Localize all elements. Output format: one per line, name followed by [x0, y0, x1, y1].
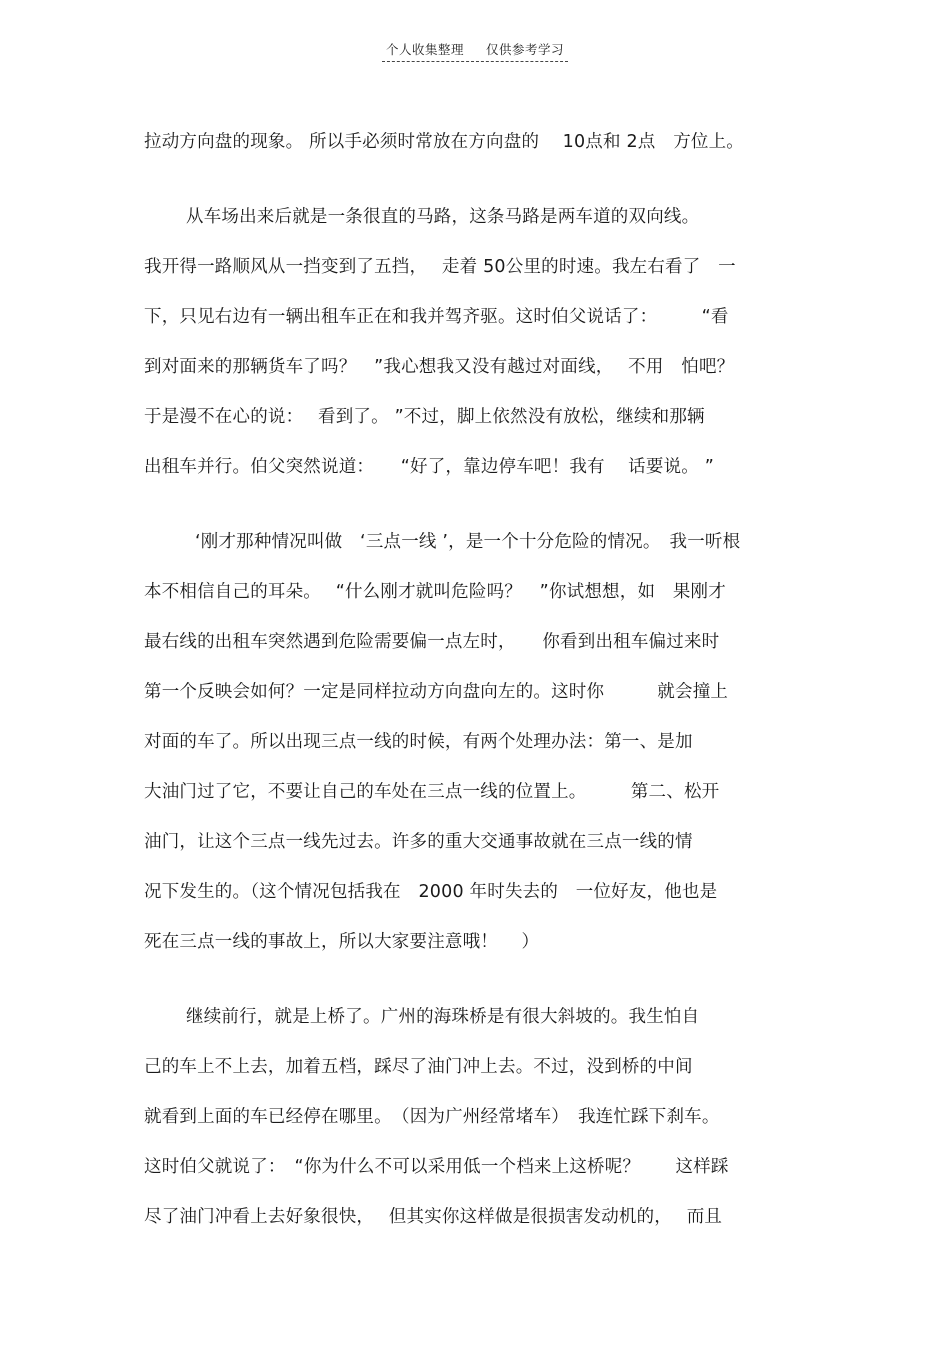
header-left-text: 个人收集整理 — [385, 42, 464, 57]
text-line: 油门，让这个三点一线先过去。许多的重大交通事故就在三点一线的情 — [144, 832, 693, 852]
text-line: 继续前行，就是上桥了。广州的海珠桥是有很大斜坡的。我生怕自 — [186, 1007, 700, 1027]
text-line: 尽了油门冲看上去好象很快， 但其实你这样做是很损害发动机的， 而且 — [144, 1207, 723, 1227]
text-line: 就看到上面的车已经停在哪里。 （因为广州经常堵车） 我连忙踩下刹车。 — [144, 1107, 720, 1127]
text-line: 死在三点一线的事故上，所以大家要注意哦！ ） — [144, 932, 540, 952]
text-line: 对面的车了。所以出现三点一线的时候，有两个处理办法：第一、是加 — [144, 732, 693, 752]
text-line: 这时伯父就说了： “你为什么不可以采用低一个档来上这桥呢？ 这样踩 — [144, 1157, 729, 1177]
text-line: 到对面来的那辆货车了吗？ ”我心想我又没有越过对面线， 不用 怕吧？ — [144, 357, 735, 377]
text-line: 最右线的出租车突然遇到危险需要偏一点左时， 你看到出租车偏过来时 — [144, 632, 720, 652]
text-line: 我开得一路顺风从一挡变到了五挡， 走着 50公里的时速。我左右看了 一 — [144, 257, 736, 277]
text-line: 于是漫不在心的说： 看到了。 ”不过，脚上依然没有放松，继续和那辆 — [144, 407, 705, 427]
text-line: 己的车上不上去，加着五档，踩尽了油门冲上去。不过，没到桥的中间 — [144, 1057, 693, 1077]
page-header — [0, 40, 950, 62]
text-line: 下，只见右边有一辆出租车正在和我并驾齐驱。这时伯父说话了： “看 — [144, 307, 729, 327]
text-line: 况下发生的。（这个情况包括我在 2000 年时失去的 一位好友，他也是 — [144, 882, 718, 902]
text-line: ‘刚才那种情况叫做 ‘三点一线 ’，是一个十分危险的情况。 我一听根 — [195, 532, 741, 552]
text-line: 出租车并行。伯父突然说道： “好了，靠边停车吧！我有 话要说。 ” — [144, 457, 715, 477]
text-line: 拉动方向盘的现象。 所以手必须时常放在方向盘的 10点和 2点 方位上。 — [144, 132, 744, 152]
text-line: 第一个反映会如何？一定是同样拉动方向盘向左的。这时你 就会撞上 — [144, 682, 729, 702]
text-line: 本不相信自己的耳朵。 “什么刚才就叫危险吗？ ”你试想想，如 果刚才 — [144, 582, 726, 602]
header-right-text: 仅供参考学习 — [486, 42, 565, 57]
text-line: 从车场出来后就是一条很直的马路，这条马路是两车道的双向线。 — [186, 207, 700, 227]
header-underline — [382, 40, 568, 62]
text-line: 大油门过了它，不要让自己的车处在三点一线的位置上。 第二、松开 — [144, 782, 720, 802]
